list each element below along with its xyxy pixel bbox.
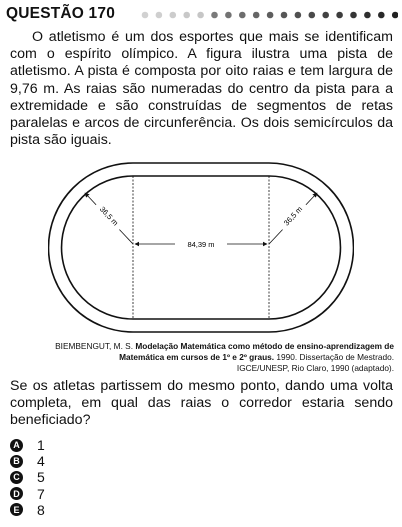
decorative-dot bbox=[281, 12, 288, 19]
decorative-dot bbox=[183, 12, 190, 19]
decorative-dot bbox=[142, 12, 149, 19]
decorative-dot bbox=[253, 12, 260, 19]
athletics-track-figure bbox=[48, 160, 354, 336]
left-radius-label: 36,5 m bbox=[97, 204, 121, 228]
option-a[interactable] bbox=[10, 437, 210, 453]
answer-options bbox=[10, 437, 210, 518]
option-d-value: 7 bbox=[37, 485, 45, 502]
decorative-dot bbox=[336, 12, 343, 19]
decorative-dot bbox=[211, 12, 218, 19]
option-e[interactable] bbox=[10, 502, 210, 518]
decorative-dot bbox=[309, 12, 316, 19]
decorative-dot bbox=[378, 12, 385, 19]
option-e-value: 8 bbox=[37, 501, 45, 518]
decorative-dot bbox=[392, 12, 398, 19]
statement-text: O atletismo é um dos esportes que mais se identificam com o espírito olímpico. A figura ilustra uma pista de atletismo. A pista é composta por oito raias e tem largura de 9,76 m. As raias são numeradas do centro da pista para a extremidade e são construídas de segmentos de retas paralelas e arcos de circunferência. Os dois semicírculos da pista são iguais. bbox=[10, 29, 393, 149]
right-radius-label: 36,5 m bbox=[281, 204, 305, 228]
question-prompt: Se os atletas partissem do mesmo ponto, dando uma volta completa, em qual das raias o corredor estaria sendo beneficiado? bbox=[10, 378, 393, 429]
source-details: 1990. Dissertação de Mestrado. bbox=[276, 352, 394, 363]
option-a-letter-badge: A bbox=[10, 439, 23, 452]
figure-source-citation bbox=[14, 341, 394, 375]
source-author: BIEMBENGUT, M. S. bbox=[55, 341, 134, 351]
straight-length-label: 84,39 m bbox=[187, 240, 215, 249]
option-b[interactable] bbox=[10, 453, 210, 469]
question-statement bbox=[10, 29, 393, 149]
option-a-value: 1 bbox=[37, 437, 45, 454]
decorative-dot bbox=[156, 12, 163, 19]
source-institution: IGCE/UNESP, Rio Claro, 1990 (adaptado). bbox=[236, 363, 394, 374]
option-d-letter-badge: D bbox=[10, 487, 23, 500]
decorative-dot bbox=[295, 12, 302, 19]
option-c-letter-badge: C bbox=[10, 471, 23, 484]
option-d[interactable] bbox=[10, 486, 210, 502]
option-b-value: 4 bbox=[37, 453, 45, 470]
decorative-dot bbox=[350, 12, 357, 19]
source-title: Modelação Matemática como método de ensino-aprendizagem de Matemática em cursos de 1º e 2º graus. bbox=[119, 341, 394, 363]
option-c[interactable] bbox=[10, 469, 210, 485]
decorative-dot bbox=[322, 12, 329, 19]
decorative-dot-row bbox=[141, 10, 398, 20]
question-number: QUESTÃO 170 bbox=[6, 5, 116, 22]
decorative-dot bbox=[239, 12, 246, 19]
decorative-dot bbox=[267, 12, 274, 19]
question-header bbox=[6, 4, 398, 26]
option-c-value: 5 bbox=[37, 469, 45, 486]
decorative-dot bbox=[170, 12, 177, 19]
option-b-letter-badge: B bbox=[10, 455, 23, 468]
option-e-letter-badge: E bbox=[10, 503, 23, 516]
decorative-dot bbox=[364, 12, 371, 19]
decorative-dot bbox=[197, 12, 204, 19]
decorative-dot bbox=[225, 12, 232, 19]
